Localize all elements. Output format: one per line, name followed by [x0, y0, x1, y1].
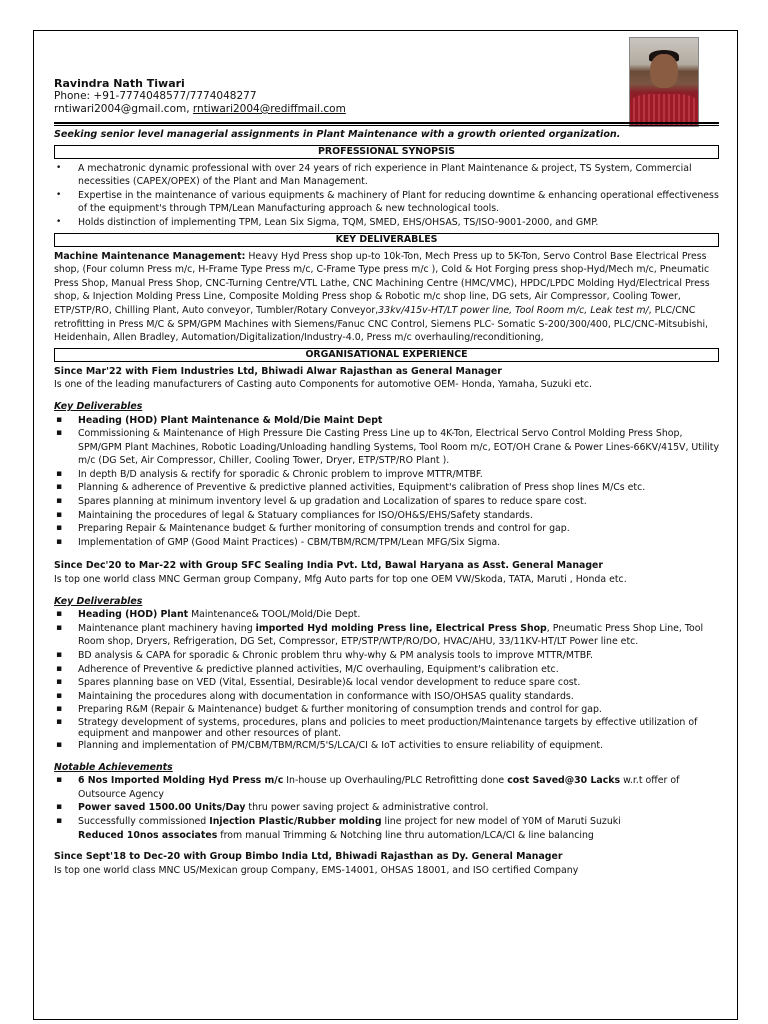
achievements-list: [54, 774, 719, 828]
list-item: [78, 815, 719, 829]
list-item: ▪ Planning & adherence of Preventive & predictive planned activities, Equipment's calibration of Press shop lines M/Cs etc.: [78, 481, 719, 495]
job1-list: [54, 414, 719, 550]
list-item: [78, 774, 719, 801]
career-objective: Seeking senior level managerial assignments in Plant Maintenance with a growth oriented organization.: [54, 129, 621, 140]
header-rule: [54, 122, 719, 124]
list-item: ▪ Commissioning & Maintenance of High Pressure Die Casting Press Line up to 4K-Ton, Electrical Servo Control Molding Press Shop, SPM/GPM Plant Machines, Robotic Loading/Unloading handling Systems, Tool Room m/c, EOT/OH Crane & Power Lines-66KV/415V, Utility m/c (DG Set, Air Compressor, Chiller, Cooling Tower, Dryer, ETP/STP/RO Plant ).: [78, 427, 719, 468]
resume-content: [54, 77, 719, 877]
list-item: ▪ In depth B/D analysis & rectify for sporadic & Chronic problem to improve MTTR/MTBF.: [78, 468, 719, 482]
list-item: ▪ Implementation of GMP (Good Maint Practices) - CBM/TBM/RCM/TPM/Lean MFG/Six Sigma.: [78, 536, 719, 550]
list-item: ▪ Adherence of Preventive & predictive planned activities, M/C overhauling, Equipment's calibration etc.: [78, 663, 719, 677]
list-item-text: Maintenance& TOOL/Mold/Die Dept.: [188, 609, 361, 621]
email-primary[interactable]: rntiwari2004@gmail.com,: [54, 103, 193, 115]
list-item: ▪ Spares planning base on VED (Vital, Essential, Desirable)& local vendor development to reduce spare cost.: [78, 676, 719, 690]
list-item-bold: Reduced 10nos associates: [78, 829, 218, 841]
list-item-bold: Injection Plastic/Rubber molding: [209, 815, 382, 827]
list-item-bold: cost Saved@30 Lacks: [507, 775, 621, 787]
job-subheading: Key Deliverables: [54, 595, 143, 607]
section-org-experience: ORGANISATIONAL EXPERIENCE: [54, 348, 719, 362]
list-item: ▪ Preparing R&M (Repair & Maintenance) budget & further monitoring of consumption trends and control for gap.: [78, 703, 719, 717]
candidate-name: Ravindra Nath Tiwari: [54, 77, 185, 90]
list-item: • Holds distinction of implementing TPM, Lean Six Sigma, TQM, SMED, EHS/OHSAS, TS/ISO-9001-2000, and GMP.: [78, 216, 719, 230]
paragraph-text: , PLC/CNC retrofitting in Press M/C & SPM/GPM Machines with Siemens/Fanuc CNC Control, Siemens PLC- Somatic S-200/300/400, PLC/CNC-Mitsubishi, Heidenhain, Allen Bradley, Automation/Digitalization/Industry-4.0, Press m/c overhauling/reconditioning,: [54, 304, 709, 344]
list-item-bold: imported Hyd molding Press line, Electrical Press Shop: [255, 622, 547, 634]
list-item-bold: Heading (HOD) Plant: [78, 609, 189, 621]
list-item: ▪ Strategy development of systems, procedures, plans and policies to meet production/Maintenance targets by effective utilization of equipment and manpower and other resources of plant.: [78, 717, 719, 739]
list-item: [78, 414, 719, 428]
job-subheading: Key Deliverables: [54, 400, 143, 412]
paragraph-lead: Machine Maintenance Management:: [54, 250, 246, 262]
list-item: ▪ Preparing Repair & Maintenance budget & further monitoring of consumption trends and control for gap.: [78, 522, 719, 536]
list-item-text: , Pneumatic Press Shop Line, Tool Room shop, Dryers, Refrigeration, DG Set, Compressor, ETP/STP/WTP/RO/DO, HVAC/AHU, 33/11KV-HT/LT Power line etc.: [78, 622, 704, 648]
section-key-deliverables: KEY DELIVERABLES: [54, 233, 719, 247]
list-item: ▪ Spares planning at minimum inventory level & up gradation and Localization of spares to reduce spare cost.: [78, 495, 719, 509]
list-item-bold: Power saved 1500.00 Units/Day: [78, 802, 246, 814]
list-item-text: w.r.t offer of Outsource Agency: [78, 775, 680, 800]
list-item: ▪ Planning and implementation of PM/CBM/TBM/RCM/5'S/LCA/CI & IoT activities to ensure reliability of equipment.: [78, 739, 719, 753]
machine-maintenance-paragraph: [54, 250, 719, 345]
email-secondary[interactable]: rntiwari2004@rediffmail.com: [192, 103, 346, 115]
job-description: Is top one world class MNC German group Company, Mfg Auto parts for top one OEM VW/Skoda, TATA, Maruti , Honda etc.: [54, 574, 627, 586]
job-description: Is one of the leading manufacturers of Casting auto Components for automotive OEM- Honda, Yamaha, Suzuki etc.: [54, 379, 593, 391]
list-item: [78, 608, 719, 622]
list-item: ▪ Maintaining the procedures along with documentation in conformance with ISO/OHSAS quality standards.: [78, 690, 719, 704]
list-item-text: line project for new model of Y0M of Maruti Suzuki: [381, 815, 621, 827]
job-title: Since Mar'22 with Fiem Industries Ltd, Bhiwadi Alwar Rajasthan as General Manager: [54, 365, 502, 377]
header-rule-thin: [54, 125, 719, 126]
job-title: Since Dec'20 to Mar-22 with Group SFC Sealing India Pvt. Ltd, Bawal Haryana as Asst. General Manager: [54, 560, 604, 572]
phone-line: Phone: +91-7774048577/7774048277: [54, 90, 257, 102]
job2-list: [54, 608, 719, 752]
job-description: Is top one world class MNC US/Mexican group Company, EMS-14001, OHSAS 18001, and ISO certified Company: [54, 864, 579, 876]
list-item: ▪ Maintaining the procedures of legal & Statuary compliances for ISO/OH&S/EHS/Safety standards.: [78, 509, 719, 523]
section-synopsis: PROFESSIONAL SYNOPSIS: [54, 145, 719, 159]
list-item-text: Successfully commissioned: [78, 815, 210, 827]
list-item: [78, 622, 719, 649]
list-item: ▪ BD analysis & CAPA for sporadic & Chronic problem thru why-why & PM analysis tools to improve MTTR/MTBF.: [78, 649, 719, 663]
list-item-bold: 6 Nos Imported Molding Hyd Press m/c: [78, 775, 284, 787]
synopsis-list: [54, 162, 719, 230]
resume-page: [33, 30, 738, 1020]
list-item-text: from manual Trimming & Notching line thru automation/LCA/CI & line balancing: [217, 829, 594, 841]
list-item: • Expertise in the maintenance of various equipments & machinery of Plant for reducing downtime & enhancing operational effectiveness of the equipment's through TPM/Lean Manufacturing approach & new technological tools.: [78, 189, 719, 216]
job-title: Since Sept'18 to Dec-20 with Group Bimbo India Ltd, Bhiwadi Rajasthan as Dy. General Manager: [54, 851, 563, 863]
list-item-text: In-house up Overhauling/PLC Retrofitting done: [283, 775, 508, 787]
list-item-bold: Heading (HOD) Plant Maintenance & Mold/Die Maint Dept: [78, 414, 383, 426]
list-item-text: Maintenance plant machinery having: [78, 622, 256, 634]
list-item-text: thru power saving project & administrative control.: [245, 802, 489, 814]
list-item: • A mechatronic dynamic professional with over 24 years of rich experience in Plant Maintenance & project, TS System, Commercial necessities (CAPEX/OPEX) of the Plant and Man Management.: [78, 162, 719, 189]
list-item: [78, 801, 719, 815]
paragraph-text: Heavy Hyd Press shop up-to 10k-Ton, Mech Press up to 5K-Ton, Servo Control Base Electrical Press shop, (Four column Press m/c, H-Frame Type Press m/c, C-Frame Type press m/c ), Cold & Hot Forging press shop-Hyd/Mech m/c, Pneumatic Press Shop, Manual Press Shop, CNC-Turning Centre/VTL Lathe, CNC Machining Centre (HMC/VMC), HPDC/LPDC Molding Hyd/Electrical Press shop, & Injection Molding Press Line, Composite Molding Press shop & Robotic m/c shop line, DG sets, Air Compressor, Cooling Tower, ETP/STP/RO, Chilling Plant, Auto conveyor, Tumbler/Rotary Conveyor,: [54, 250, 710, 316]
achievements-heading: Notable Achievements: [54, 761, 173, 773]
paragraph-italic: 33kv/415v-HT/LT power line, Tool Room m/c, Leak test m/: [378, 304, 649, 316]
achievement-continuation: [54, 829, 719, 843]
email-line: [54, 103, 719, 116]
